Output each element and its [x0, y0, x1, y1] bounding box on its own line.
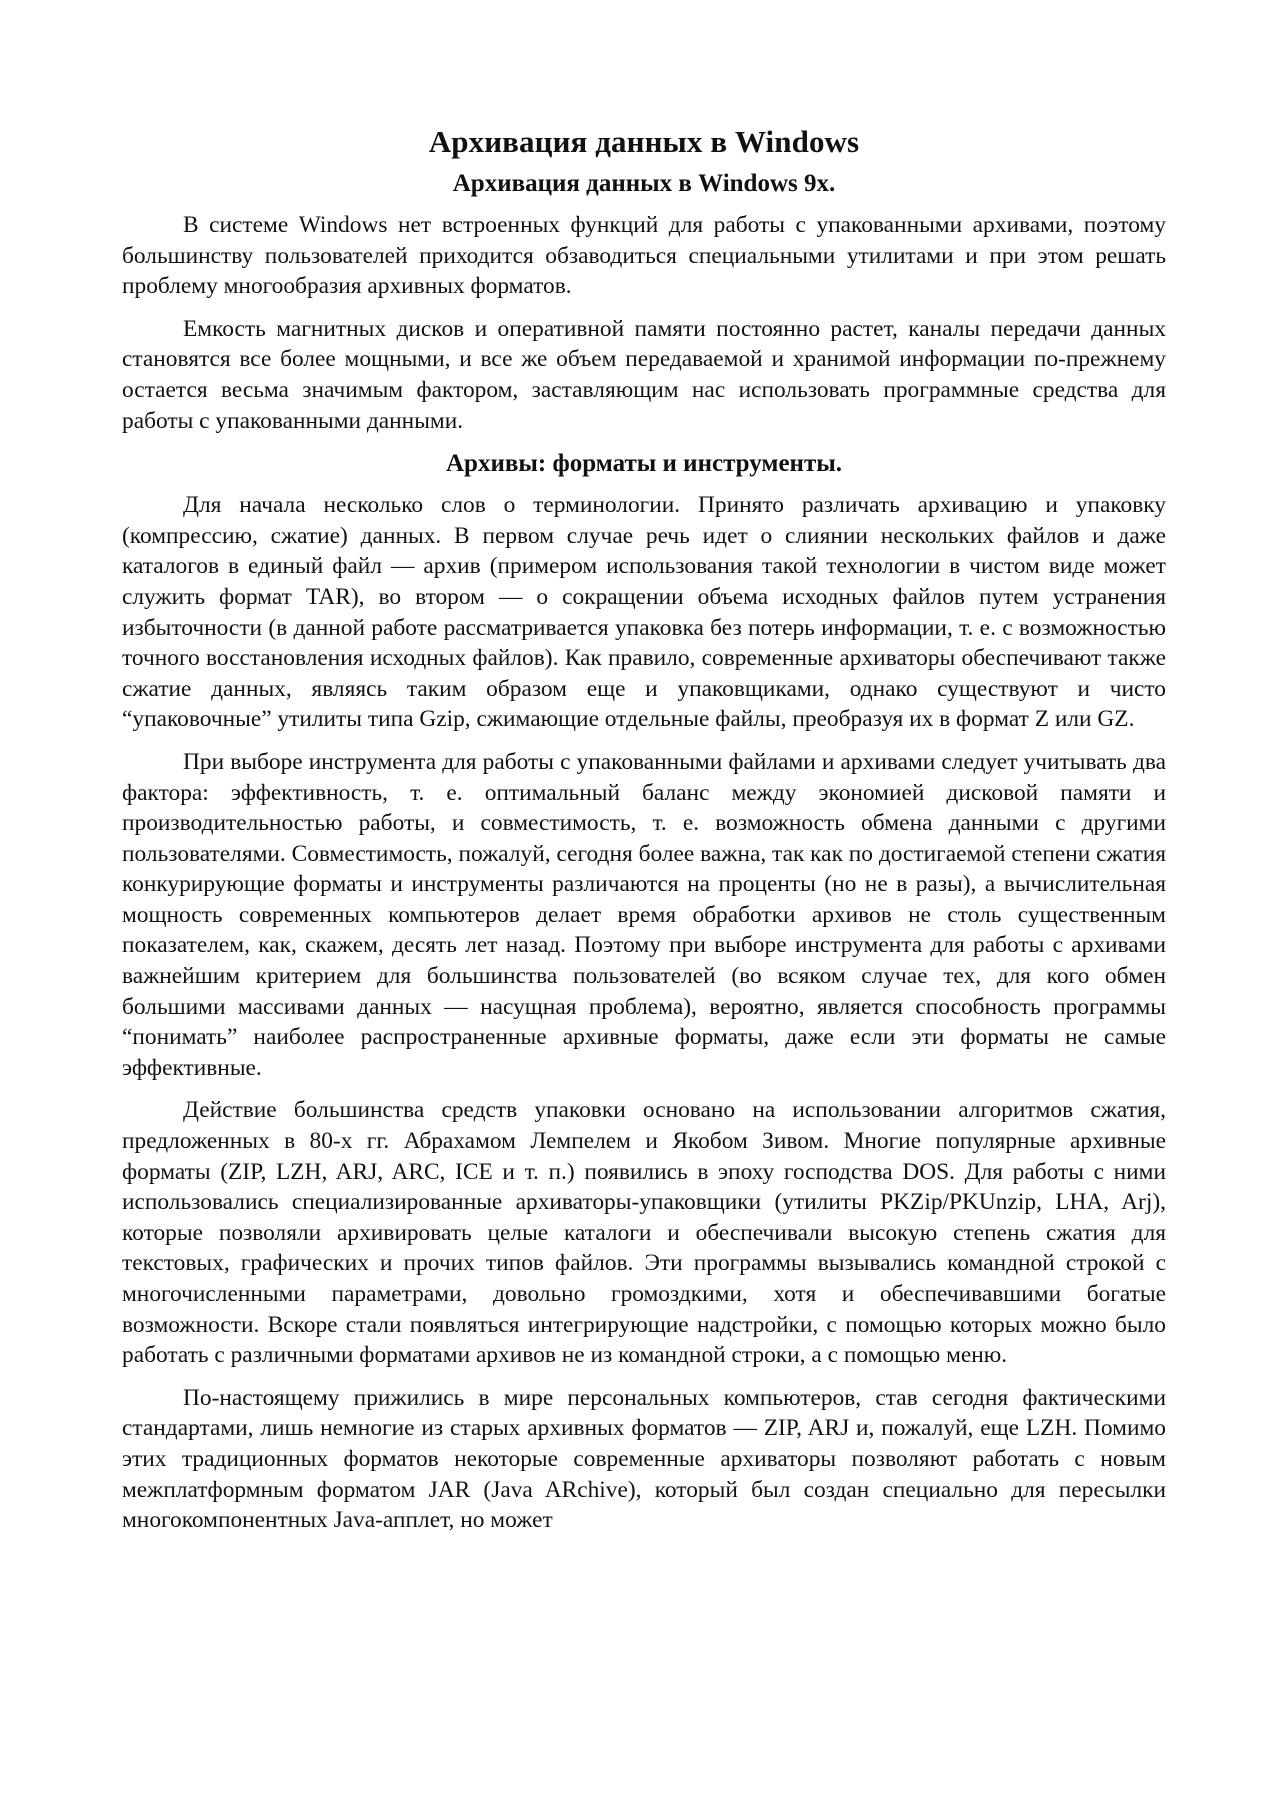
document-title: Архивация данных в Windows [428, 124, 860, 159]
paragraph: При выборе инструмента для работы с упакованными файлами и архивами следует учитывать два фактора: эффективность, т. е. оптимальный баланс между экономией дисковой памяти и производительностью работы, и совместимость, т. е. возможность обмена данными с другими пользователями. Совместимость, пожалуй, сегодня более важна, так как по достигаемой степени сжатия конкурирующие форматы и инструменты различаются на проценты (но не в разы), а вычислительная мощность современных компьютеров делает время обработки архивов не столь существенным показателем, как, скажем, десять лет назад. Поэтому при выборе инструмента для работы с архивами важнейшим критерием для большинства пользователей (во всяком случае тех, для кого обмен большими массивами данных — насущная проблема), вероятно, является способность программы “понимать” наиболее распространенные архивные форматы, даже если эти форматы не самые эффективные. [122, 748, 1166, 1081]
paragraph: Емкость магнитных дисков и оперативной памяти постоянно растет, каналы передачи данных становятся все более мощными, и все же объем передаваемой и хранимой информации по-прежнему остается весьма значимым фактором, заставляющим нас использовать программные средства для работы с упакованными данными. [122, 315, 1166, 434]
paragraph: Действие большинства средств упаковки основано на использовании алгоритмов сжатия, предложенных в 80-х гг. Абрахамом Лемпелем и Якобом Зивом. Многие популярные архивные форматы (ZIP, LZH, ARJ, ARC, ICE и т. п.) появились в эпоху господства DOS. Для работы с ними использовались специализированные архиваторы-упаковщики (утилиты PKZip/PKUnzip, LHA, Arj), которые позволяли архивировать целые каталоги и обеспечивали высокую степень сжатия для текстовых, графических и прочих типов файлов. Эти программы вызывались командной строкой с многочисленными параметрами, довольно громоздкими, хотя и обеспечивавшими богатые возможности. Вскоре стали появляться интегрирующие надстройки, с помощью которых можно было работать с различными форматами архивов не из командной строки, а с помощью меню. [122, 1097, 1166, 1369]
section-archives-formats [122, 448, 1166, 1536]
section-heading: Архивация данных в Windows 9x. [452, 170, 836, 197]
document-page [122, 122, 1166, 1548]
paragraph: По-настоящему прижились в мире персональных компьютеров, став сегодня фактическими стандартами, лишь немногие из старых архивных форматов — ZIP, ARJ и, пожалуй, еще LZH. Помимо этих традиционных форматов некоторые современные архиваторы позволяют работать с новым межплатформным форматом JAR (Java ARchive), который был создан специально для пересылки многокомпонентных Java-апплет, но может [122, 1384, 1166, 1534]
paragraph: Для начала несколько слов о терминологии. Принято различать архивацию и упаковку (компрессию, сжатие) данных. В первом случае речь идет о слиянии нескольких файлов и даже каталогов в единый файл — архив (примером использования такой технологии в чистом виде может служить формат TAR), во втором — о сокращении объема исходных файлов путем устранения избыточности (в данной работе рассматривается упаковка без потерь информации, т. е. с возможностью точного восстановления исходных файлов). Как правило, современные архиваторы обеспечивают также сжатие данных, являясь таким образом еще и упаковщиками, однако существуют и чисто “упаковочные” утилиты типа Gzip, сжимающие отдельные файлы, преобразуя их в формат Z или GZ. [122, 492, 1166, 733]
section-heading: Архивы: форматы и инструменты. [445, 450, 842, 478]
section-windows-9x [122, 168, 1166, 436]
paragraph: В системе Windows нет встроенных функций для работы с упакованными архивами, поэтому большинству пользователей приходится обзаводиться специальными утилитами и при этом решать проблему многообразия архивных форматов. [122, 212, 1166, 300]
